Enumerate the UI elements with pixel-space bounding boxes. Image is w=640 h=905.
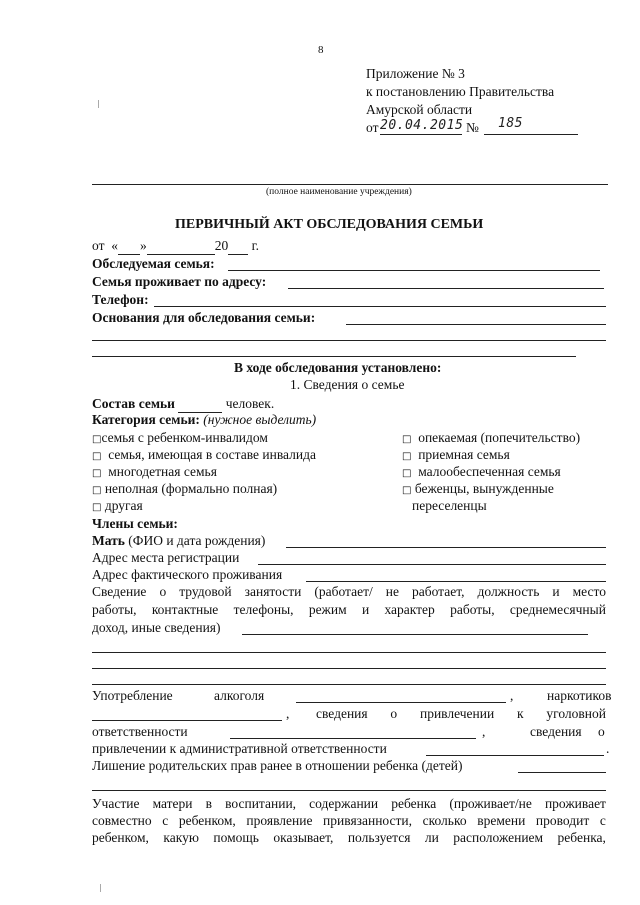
document-title: ПЕРВИЧНЫЙ АКТ ОБСЛЕДОВАНИЯ СЕМЬИ: [175, 217, 484, 232]
date-open-quote: «: [111, 238, 118, 253]
deprivation-line-2[interactable]: [92, 790, 606, 791]
year-blank[interactable]: [228, 238, 248, 255]
phone-label: Телефон:: [92, 292, 149, 307]
category-right-1[interactable]: □ опекаемая (попечительство): [402, 430, 581, 445]
drugs-label: наркотиков: [547, 688, 612, 703]
category-right-3[interactable]: □ малообеспеченная семья: [402, 464, 561, 479]
checkbox-icon: □: [402, 451, 412, 462]
category-left-4[interactable]: □ неполная (формально полная): [92, 481, 278, 496]
responsibility-w3: о: [598, 724, 605, 739]
category-right-4[interactable]: □ беженцы, вынужденные: [402, 481, 554, 496]
checkbox-icon: □: [402, 485, 412, 496]
responsibility-w1: ответственности: [92, 724, 188, 739]
employment-line-2[interactable]: [92, 652, 606, 653]
year-suffix: г.: [251, 238, 259, 253]
composition-unit: человек.: [225, 396, 275, 411]
participation-line3: ребенком, какую помощь оказывает, пользуется ли расположением ребенка,: [92, 830, 606, 845]
page-number: 8: [318, 44, 324, 56]
phone-line[interactable]: [154, 306, 606, 307]
month-blank[interactable]: [147, 238, 215, 255]
category-left-3[interactable]: □ многодетная семья: [92, 464, 217, 479]
date-row: [92, 238, 259, 255]
family-label: Обследуемая семья:: [92, 256, 215, 271]
address-label: Семья проживает по адресу:: [92, 274, 267, 289]
established-heading: В ходе обследования установлено:: [234, 360, 442, 375]
appendix-date-prefix: от: [366, 120, 379, 135]
appendix-number-sign: №: [466, 120, 479, 135]
checkbox-icon: □: [402, 434, 412, 445]
category-left-1[interactable]: □семья с ребенком-инвалидом: [92, 430, 268, 445]
category-label: Категория семьи:: [92, 412, 200, 427]
date-prefix: от: [92, 238, 105, 253]
responsibility-w2: сведения: [530, 724, 582, 739]
alcohol-comma: ,: [510, 688, 514, 703]
employment-line2: работы, контактные телефоны, режим и характер работы, среднемесячный: [92, 602, 606, 617]
grounds-line-2[interactable]: [92, 340, 606, 341]
family-line[interactable]: [228, 270, 600, 271]
appendix-line3: Амурской области: [366, 102, 473, 117]
checkbox-icon: □: [92, 485, 102, 496]
employment-line[interactable]: [242, 634, 588, 635]
employment-line3: доход, иные сведения): [92, 620, 221, 635]
appendix-line2: к постановлению Правительства: [366, 84, 555, 99]
date-close-quote: »: [139, 238, 147, 253]
criminal-words: сведения о привлечении к уголовной: [316, 706, 606, 721]
category-right-5: переселенцы: [412, 498, 487, 513]
members-label: Члены семьи:: [92, 516, 178, 531]
alcohol-line[interactable]: [296, 702, 506, 703]
admin-line[interactable]: [426, 755, 604, 756]
checkbox-icon: □: [92, 451, 102, 462]
appendix-number-handwritten: 185: [498, 116, 523, 131]
admin-dot: .: [606, 741, 610, 756]
year-prefix: 20: [214, 238, 229, 253]
org-caption: (полное наименование учреждения): [266, 187, 412, 197]
actual-address-label: Адрес фактического проживания: [92, 567, 283, 582]
deprivation-line[interactable]: [518, 772, 606, 773]
participation-line2: совместно с ребенком, проявление привязанности, сколько времени проводит с: [92, 813, 606, 828]
reg-address-label: Адрес места регистрации: [92, 550, 240, 565]
grounds-label: Основания для обследования семьи:: [92, 310, 316, 325]
admin-label: привлечении к административной ответственности: [92, 741, 387, 756]
actual-address-line[interactable]: [306, 581, 606, 582]
reg-address-line[interactable]: [258, 564, 606, 565]
mother-line[interactable]: [286, 547, 606, 548]
category-right-2[interactable]: □ приемная семья: [402, 447, 510, 462]
mother-hint: (ФИО и дата рождения): [128, 533, 266, 548]
alcohol-w1: Употребление: [92, 688, 173, 703]
responsibility-comma: ,: [482, 724, 486, 739]
category-left-2[interactable]: □ семья, имеющая в составе инвалида: [92, 447, 316, 462]
mother-label: Мать: [92, 533, 125, 548]
grounds-line-3[interactable]: [92, 356, 576, 357]
checkbox-icon: □: [402, 468, 412, 479]
address-line[interactable]: [288, 288, 604, 289]
composition-label: Состав семьи: [92, 396, 175, 411]
checkbox-icon: □: [92, 502, 102, 513]
checkbox-icon: □: [92, 434, 102, 445]
day-blank[interactable]: [118, 238, 140, 255]
appendix-line1: Приложение № 3: [366, 66, 465, 81]
participation-line1: Участие матери в воспитании, содержании ребенка (проживает/не проживает: [92, 796, 606, 811]
org-name-line[interactable]: [92, 184, 608, 185]
category-hint: (нужное выделить): [203, 412, 317, 427]
employment-line1: Сведение о трудовой занятости (работает/ не работает, должность и место: [92, 584, 606, 599]
category-left-5[interactable]: □ другая: [92, 498, 143, 513]
criminal-comma: ,: [286, 706, 290, 721]
composition-blank[interactable]: [178, 396, 222, 413]
drugs-line[interactable]: [92, 720, 282, 721]
employment-line-3[interactable]: [92, 668, 606, 669]
section1-heading: 1. Сведения о семье: [290, 377, 405, 392]
alcohol-w2: алкоголя: [214, 688, 265, 703]
appendix-date-handwritten: 20.04.2015: [380, 118, 464, 133]
checkbox-icon: □: [92, 468, 102, 479]
grounds-line[interactable]: [346, 324, 606, 325]
criminal-line[interactable]: [230, 738, 476, 739]
employment-line-4[interactable]: [92, 684, 606, 685]
deprivation-label: Лишение родительских прав ранее в отношении ребенка (детей): [92, 758, 463, 773]
